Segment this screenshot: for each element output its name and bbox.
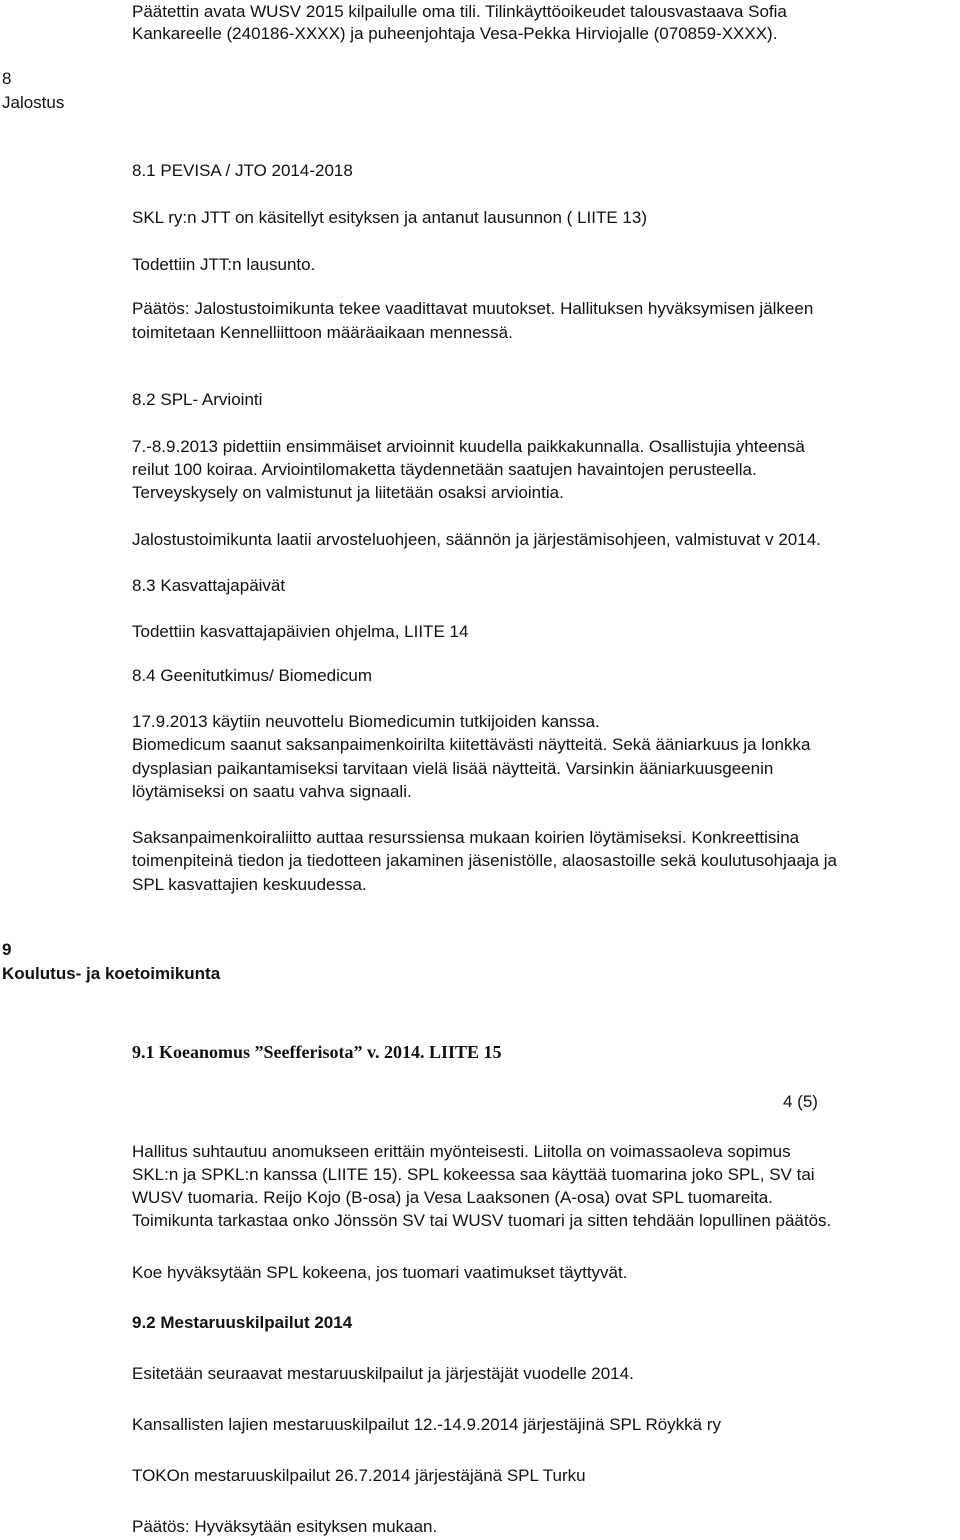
section-8-2-heading: 8.2 SPL- Arviointi <box>132 390 263 409</box>
section-8-4-line-7: SPL kasvattajien keskuudessa. <box>132 875 367 894</box>
section-8-4-line-2: Biomedicum saanut saksanpaimenkoirilta kiitettävästi näytteitä. Sekä ääniarkuus ja lonkka <box>132 735 811 754</box>
section-9-2-decision: Päätös: Hyväksytään esityksen mukaan. <box>132 1517 438 1536</box>
section-8-3-heading: 8.3 Kasvattajapäivät <box>132 576 286 595</box>
section-8-4-line-3: dysplasian paikantamiseksi tarvitaan vielä lisää näytteitä. Varsinkin ääniarkuusgeenin <box>132 759 774 778</box>
section-9-2-line-2: Kansallisten lajien mestaruuskilpailut 12.-14.9.2014 järjestäjinä SPL Röykkä ry <box>132 1415 722 1434</box>
section-8-1-decision-line-1: Päätös: Jalostustoimikunta tekee vaadittavat muutokset. Hallituksen hyväksymisen jälkeen <box>132 299 814 318</box>
page-number: 4 (5) <box>783 1092 818 1111</box>
section-8-1-subheading: SKL ry:n JTT on käsitellyt esityksen ja antanut lausunnon ( LIITE 13) <box>132 208 647 227</box>
section-8-2-line-1: 7.-8.9.2013 pidettiin ensimmäiset arvioinnit kuudella paikkakunnalla. Osallistujia yhteensä <box>132 437 805 456</box>
section-9-1-heading: 9.1 Koeanomus ”Seefferisota” v. 2014. LIITE 15 <box>132 1042 502 1062</box>
section-9-2-line-3: TOKOn mestaruuskilpailut 26.7.2014 järjestäjänä SPL Turku <box>132 1466 586 1485</box>
section-9-1-line-5: Koe hyväksytään SPL kokeena, jos tuomari vaatimukset täyttyvät. <box>132 1263 628 1282</box>
section-9-1-line-3: WUSV tuomaria. Reijo Kojo (B-osa) ja Vesa Laaksonen (A-osa) ovat SPL tuomareita. <box>132 1188 773 1207</box>
section-8-4-line-6: toimenpiteinä tiedon ja tiedotteen jakaminen jäsenistölle, alaosastoille sekä koulutusohjaaja ja <box>132 851 838 870</box>
section-8-1-decision-line-2: toimitetaan Kennelliittoon määräaikaan mennessä. <box>132 323 513 342</box>
section-8-4-line-4: löytämiseksi on saatu vahva signaali. <box>132 782 412 801</box>
section-9-number: 9 <box>2 940 12 959</box>
section-8-2-line-2: reilut 100 koiraa. Arviointilomaketta täydennetään saatujen havaintojen perusteella. <box>132 460 757 479</box>
section-9-1-line-4: Toimikunta tarkastaa onko Jönssön SV tai WUSV tuomari ja sitten tehdään lopullinen päätös. <box>132 1211 832 1230</box>
section-8-title: Jalostus <box>2 93 65 112</box>
section-8-4-heading: 8.4 Geenitutkimus/ Biomedicum <box>132 666 372 685</box>
section-9-2-heading: 9.2 Mestaruuskilpailut 2014 <box>132 1313 353 1332</box>
intro-line-2: Kankareelle (240186-XXXX) ja puheenjohtaja Vesa-Pekka Hirviojalle (070859-XXXX). <box>132 24 778 43</box>
section-8-2-line-4: Jalostustoimikunta laatii arvosteluohjeen, säännön ja järjestämisohjeen, valmistuvat v 2014. <box>132 530 821 549</box>
section-9-title: Koulutus- ja koetoimikunta <box>2 964 221 983</box>
section-8-4-line-5: Saksanpaimenkoiraliitto auttaa resurssiensa mukaan koirien löytämiseksi. Konkreettisina <box>132 828 800 847</box>
section-8-number: 8 <box>2 69 12 88</box>
section-9-1-line-1: Hallitus suhtautuu anomukseen erittäin myönteisesti. Liitolla on voimassaoleva sopimus <box>132 1142 791 1161</box>
section-8-3-line-1: Todettiin kasvattajapäivien ohjelma, LIITE 14 <box>132 622 469 641</box>
section-8-1-noted: Todettiin JTT:n lausunto. <box>132 255 316 274</box>
section-9-2-line-1: Esitetään seuraavat mestaruuskilpailut ja järjestäjät vuodelle 2014. <box>132 1364 634 1383</box>
section-8-2-line-3: Terveyskysely on valmistunut ja liitetään osaksi arviointia. <box>132 483 564 502</box>
intro-line-1: Päätettin avata WUSV 2015 kilpailulle oma tili. Tilinkäyttöoikeudet talousvastaava Sofia <box>132 2 787 21</box>
section-8-4-line-1: 17.9.2013 käytiin neuvottelu Biomedicumin tutkijoiden kanssa. <box>132 712 600 731</box>
section-9-1-line-2: SKL:n ja SPKL:n kanssa (LIITE 15). SPL kokeessa saa käyttää tuomarina joko SPL, SV tai <box>132 1165 815 1184</box>
section-8-1-heading: 8.1 PEVISA / JTO 2014-2018 <box>132 161 353 180</box>
